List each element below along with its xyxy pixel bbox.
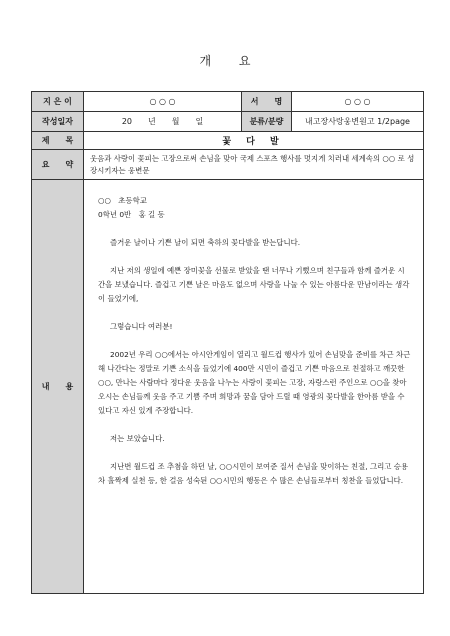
sign-label: 서 명 <box>242 92 292 112</box>
speech-form-table <box>31 91 424 594</box>
row-author <box>32 92 424 112</box>
content-cell <box>84 180 424 594</box>
paragraph-5: 저는 보았습니다. <box>110 434 165 443</box>
row-summary <box>32 150 424 180</box>
sign-value: ○ ○ ○ <box>292 92 424 112</box>
title-char-2: 요 <box>238 54 251 68</box>
subject-value: 꽃 다 발 <box>84 132 424 150</box>
school-line: ○○ 초등학교 <box>98 196 147 205</box>
date-value: 20 년 월 일 <box>84 112 242 132</box>
summary-label: 요 약 <box>32 150 84 180</box>
category-label: 분류/분량 <box>242 112 292 132</box>
speech-body <box>84 180 423 488</box>
summary-value: 웃음과 사랑이 꽃피는 고장으로써 손님을 맞아 국제 스포츠 행사를 멋지게 치러내 세계속의 ○○ 로 성장시키자는 웅변문 <box>84 150 424 180</box>
paragraph-1: 즐거운 날이나 기쁜 날이 되면 축하의 꽃다발을 받는답니다. <box>110 238 301 247</box>
row-date <box>32 112 424 132</box>
paragraph-2: 지난 저의 생일에 예쁜 장미꽃을 선물로 받았을 땐 너무나 기뻤으며 친구들과 함께 즐거운 시간을 보냈습니다. 즐겁고 기쁜 날은 마음도 없으며 사랑을 나눌 수 있는 아름다운 만남이라는 생각이 들었기에, <box>98 266 410 303</box>
student-line: 0학년 0반 홍 길 동 <box>98 210 165 219</box>
row-content <box>32 180 424 594</box>
paragraph-6: 지난번 월드컵 조 추첨을 하던 날, ○○시민이 보여준 질서 손님을 맞이하는 친절, 그리고 승용차 홀짝제 실천 등, 한 걸음 성숙된 ○○시민의 행동은 수 많은 손님들로부터 칭찬을 들었답니다. <box>98 462 409 485</box>
author-label: 지 은 이 <box>32 92 84 112</box>
document-title <box>0 52 450 69</box>
paragraph-3: 그렇습니다 여러분! <box>110 322 173 331</box>
row-subject <box>32 132 424 150</box>
category-value: 내고장사랑웅변원고 1/2page <box>292 112 424 132</box>
author-value: ○ ○ ○ <box>84 92 242 112</box>
paragraph-4: 2002년 우리 ○○에서는 아시안게임이 열리고 월드컵 행사가 있어 손님맞을 준비를 차근 차근 해 나간다는 정말로 기쁜 소식을 들었기에 400만 시민이 즐겁고 기쁜 마음으로 친절하고 깨끗한 ○○, 만나는 사람마다 정다운 웃음을 나누는 사랑이 꽃피는 고장, 자랑스런 주인으로 ○○을 찾아오시는 손님들께 웃음 주고 기쁨 주며 희망과 꿈을 담아 드릴 때 영광의 꽃다발을 한아름 받을 수 있다고 자신 있게 주장합니다. <box>98 350 411 415</box>
content-label: 내 용 <box>32 180 84 594</box>
subject-label: 제 목 <box>32 132 84 150</box>
title-char-1: 개 <box>199 54 212 68</box>
date-label: 작성일자 <box>32 112 84 132</box>
